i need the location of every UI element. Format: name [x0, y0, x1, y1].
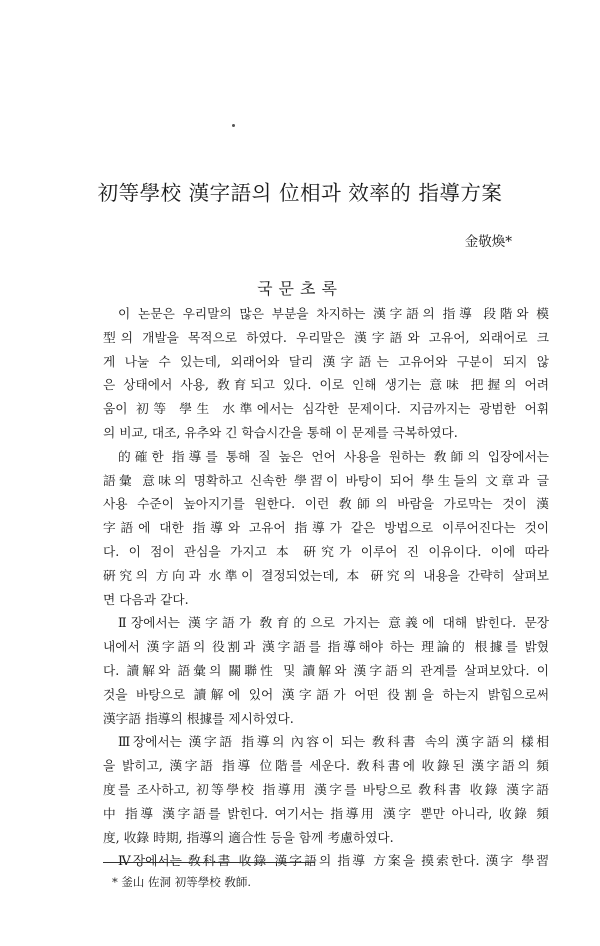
text-line: 다. 이 점이 관심을 가지고 本 硏究가 이루어 진 이유이다. 이에 따라: [103, 543, 549, 559]
text-line: 漢字語 指導의 根據를 제시하였다.: [103, 710, 294, 726]
text-line: 硏究의 方向과 水準이 결정되었는데, 本 硏究의 내용을 간략히 살펴보: [103, 567, 549, 583]
footnote-divider: [103, 862, 315, 863]
text-line: Ⅱ장에서는 漢字語가 敎育的으로 가지는 意義에 대해 밝힌다. 문장: [118, 615, 549, 631]
text-line: 다. 讀解와 語彙의 關聯性 및 讀解와 漢字語의 관계를 살펴보았다. 이: [103, 662, 549, 678]
text-line: 움이 初等 學生 水準에서는 심각한 문제이다. 지금까지는 광범한 어휘: [103, 401, 549, 417]
footnote: * 釜山 佐洞 初等學校 敎師.: [112, 875, 252, 889]
paper-title: 初等學校 漢字語의 位相과 效率的 指導方案: [97, 181, 503, 205]
text-line: 中 指導 漢字語를 밝힌다. 여기서는 指導用 漢字 뿐만 아니라, 收錄 頻: [103, 805, 549, 821]
text-line: 것을 바탕으로 讀解에 있어 漢字語가 어떤 役割을 하는지 밝힘으로써: [103, 686, 549, 702]
author-name: 金敬煥*: [464, 234, 512, 250]
text-line: 의 비교, 대조, 유추와 긴 학습시간을 통해 이 문제를 극복하였다.: [103, 424, 458, 440]
text-line: 이 논문은 우리말의 많은 부분을 차지하는 漢字語의 指導 段階와 模: [118, 306, 549, 321]
text-line: 사용 수준이 높아지기를 원한다. 이런 敎師의 바람을 가로막는 것이 漢: [103, 496, 549, 512]
text-line: 게 나눌 수 있는데, 외래어와 달리 漢字語는 고유어와 구분이 되지 않: [103, 353, 549, 369]
text-line: 語彙 意味의 명확하고 신속한 學習이 바탕이 되어 學生들의 文章과 글: [103, 472, 549, 488]
text-line: Ⅲ장에서는 漢字語 指導의 內容이 되는 敎科書 속의 漢字語의 樣相: [118, 734, 549, 750]
text-line: 면 다음과 같다.: [103, 591, 189, 607]
abstract-body: [103, 302, 549, 873]
text-line: 내에서 漢字語의 役割과 漢字語를 指導해야 하는 理論的 根據를 밝혔: [103, 639, 549, 655]
text-line: 的確한 指導를 통해 질 높은 언어 사용을 원하는 敎師의 입장에서는: [118, 448, 549, 464]
text-line: 型의 개발을 목적으로 하였다. 우리말은 漢字語와 고유어, 외래어로 크: [103, 329, 549, 345]
scan-speck: [232, 124, 235, 127]
text-line: 度, 收錄 時期, 指導의 適合性 등을 함께 考慮하였다.: [103, 829, 394, 845]
text-line: 을 밝히고, 漢字語 指導 位階를 세운다. 敎科書에 收錄된 漢字語의 頻: [103, 758, 549, 774]
text-line: 字語에 대한 指導와 고유어 指導가 같은 방법으로 이루어진다는 것이: [103, 520, 549, 536]
text-line: 은 상태에서 사용, 敎育되고 있다. 이로 인해 생기는 意味 把握의 어려: [103, 377, 549, 393]
text-line: Ⅳ장에서는 敎科書 收錄 漢字語의 指導 方案을 摸索한다. 漢字 學習: [118, 853, 549, 869]
text-line: 度를 조사하고, 初等學校 指導用 漢字를 바탕으로 敎科書 收錄 漢字語: [103, 781, 549, 797]
abstract-heading: 국문초록: [257, 279, 343, 298]
